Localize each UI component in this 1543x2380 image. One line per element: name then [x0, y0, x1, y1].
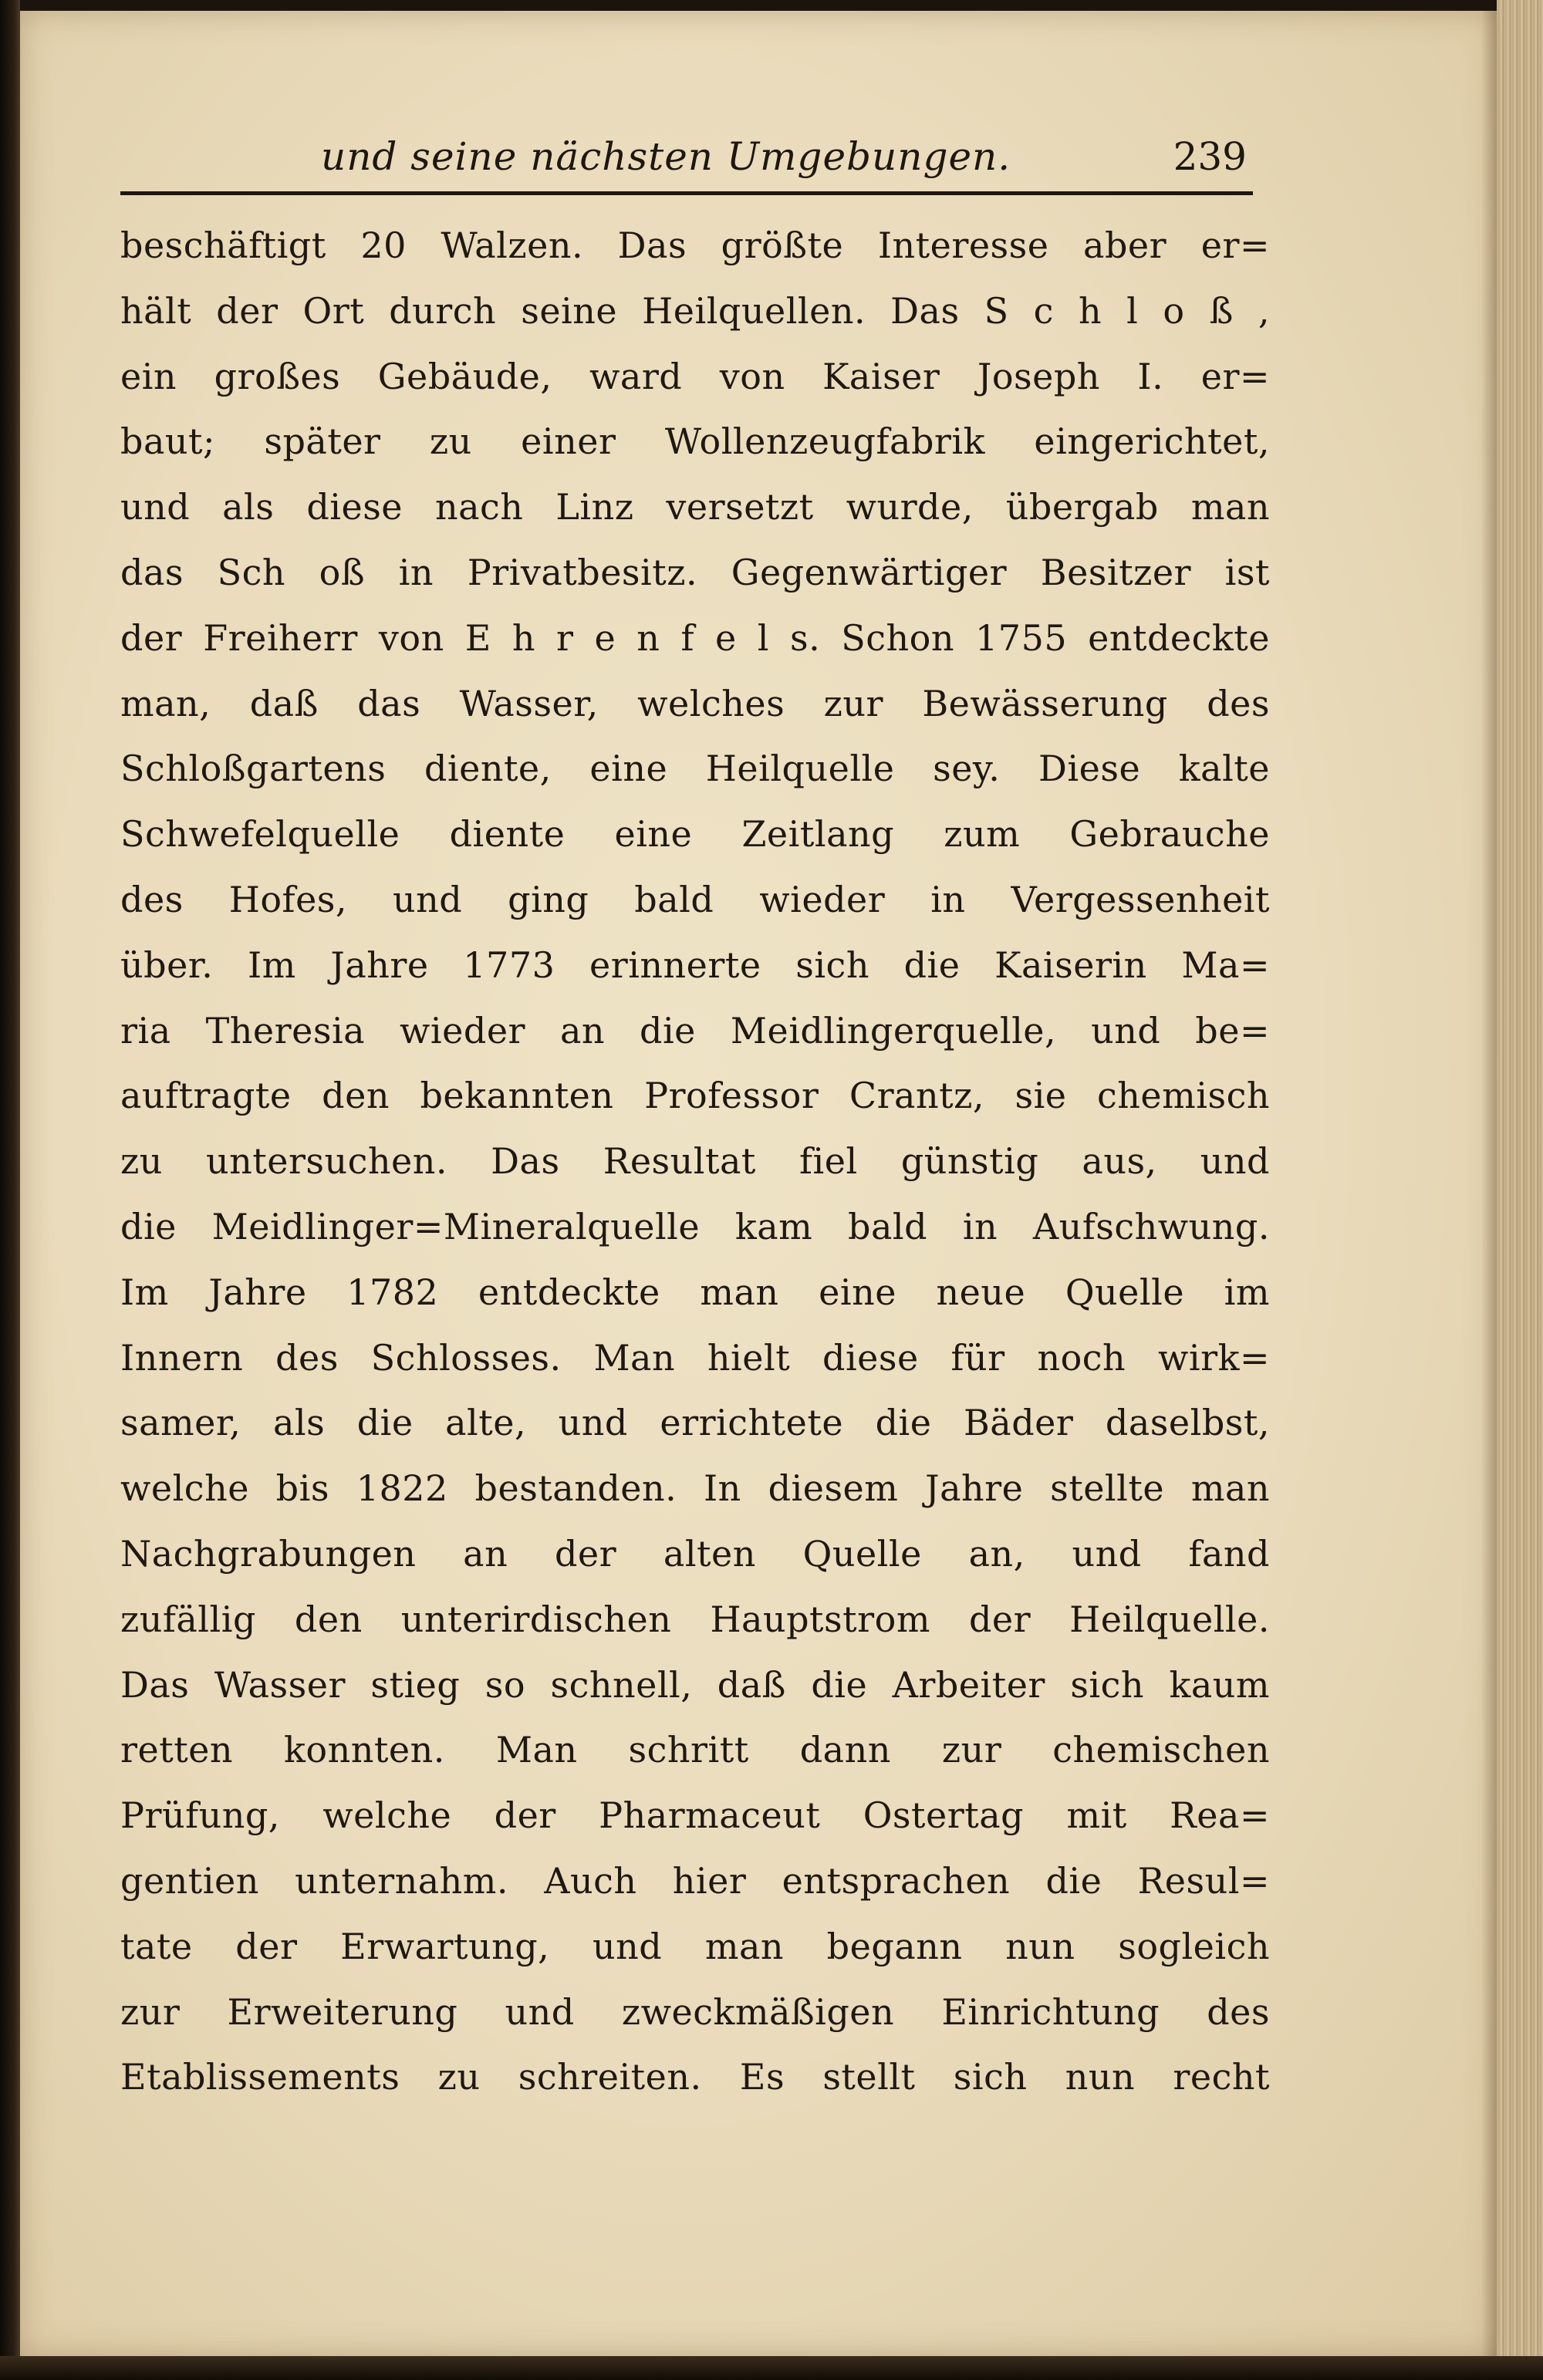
text-line: auftragte den bekannten Professor Crantz, sie chemisch [120, 1075, 1270, 1117]
page-number: 239 [1173, 134, 1247, 179]
text-line: Schloßgartens diente, eine Heilquelle sey. Diese kalte [120, 748, 1270, 790]
bottom-edge [0, 2356, 1543, 2380]
text-line: und als diese nach Linz versetzt wurde, übergab man [120, 486, 1270, 528]
text-line: man, daß das Wasser, welches zur Bewässerung des [120, 682, 1270, 724]
text-line: Das Wasser stieg so schnell, daß die Arbeiter sich kaum [120, 1663, 1270, 1706]
text-line: tate der Erwartung, und man begann nun sogleich [120, 1925, 1270, 1967]
text-line: Schwefelquelle diente eine Zeitlang zum Gebrauche [120, 813, 1270, 856]
running-title: und seine nächsten Umgebungen. [321, 134, 1011, 179]
text-line: das Sch oß in Privatbesitz. Gegenwärtiger Besitzer ist [120, 551, 1270, 593]
text-line: Etablissements zu schreiten. Es stellt sich nun recht [120, 2056, 1270, 2098]
binding-edge [0, 0, 20, 2380]
text-line: gentien unternahm. Auch hier entsprachen die Resul= [120, 1859, 1270, 1902]
text-line: des Hofes, und ging bald wieder in Vergessenheit [120, 878, 1270, 920]
text-line: baut; später zu einer Wollenzeugfabrik eingerichtet, [120, 420, 1270, 463]
text-line: ein großes Gebäude, ward von Kaiser Joseph I. er= [120, 355, 1270, 397]
text-line: samer, als die alte, und errichtete die Bäder daselbst, [120, 1402, 1270, 1444]
running-head [120, 130, 1254, 191]
text-line: Nachgrabungen an der alten Quelle an, und fand [120, 1532, 1270, 1575]
header-rule [120, 191, 1253, 195]
text-line: hält der Ort durch seine Heilquellen. Das S c h l o ß , [120, 289, 1270, 332]
body-text [120, 213, 1270, 2110]
page-stack-edge [1497, 0, 1543, 2380]
text-line: beschäftigt 20 Walzen. Das größte Interesse aber er= [120, 224, 1270, 266]
text-line: zur Erweiterung und zweckmäßigen Einrichtung des [120, 1990, 1270, 2033]
text-line: zu untersuchen. Das Resultat fiel günstig aus, und [120, 1140, 1270, 1183]
text-line: Innern des Schlosses. Man hielt diese für noch wirk= [120, 1336, 1270, 1379]
text-line: welche bis 1822 bestanden. In diesem Jahre stellte man [120, 1467, 1270, 1510]
text-line: Im Jahre 1782 entdeckte man eine neue Quelle im [120, 1271, 1270, 1313]
text-line: die Meidlinger=Mineralquelle kam bald in Aufschwung. [120, 1205, 1270, 1247]
text-line: Prüfung, welche der Pharmaceut Ostertag mit Rea= [120, 1794, 1270, 1837]
text-line: über. Im Jahre 1773 erinnerte sich die Kaiserin Ma= [120, 944, 1270, 986]
text-line: ria Theresia wieder an die Meidlingerquelle, und be= [120, 1009, 1270, 1052]
text-line: zufällig den unterirdischen Hauptstrom der Heilquelle. [120, 1598, 1270, 1640]
text-line: retten konnten. Man schritt dann zur chemischen [120, 1729, 1270, 1771]
text-line: der Freiherr von E h r e n f e l s. Schon 1755 entdeckte [120, 616, 1270, 659]
